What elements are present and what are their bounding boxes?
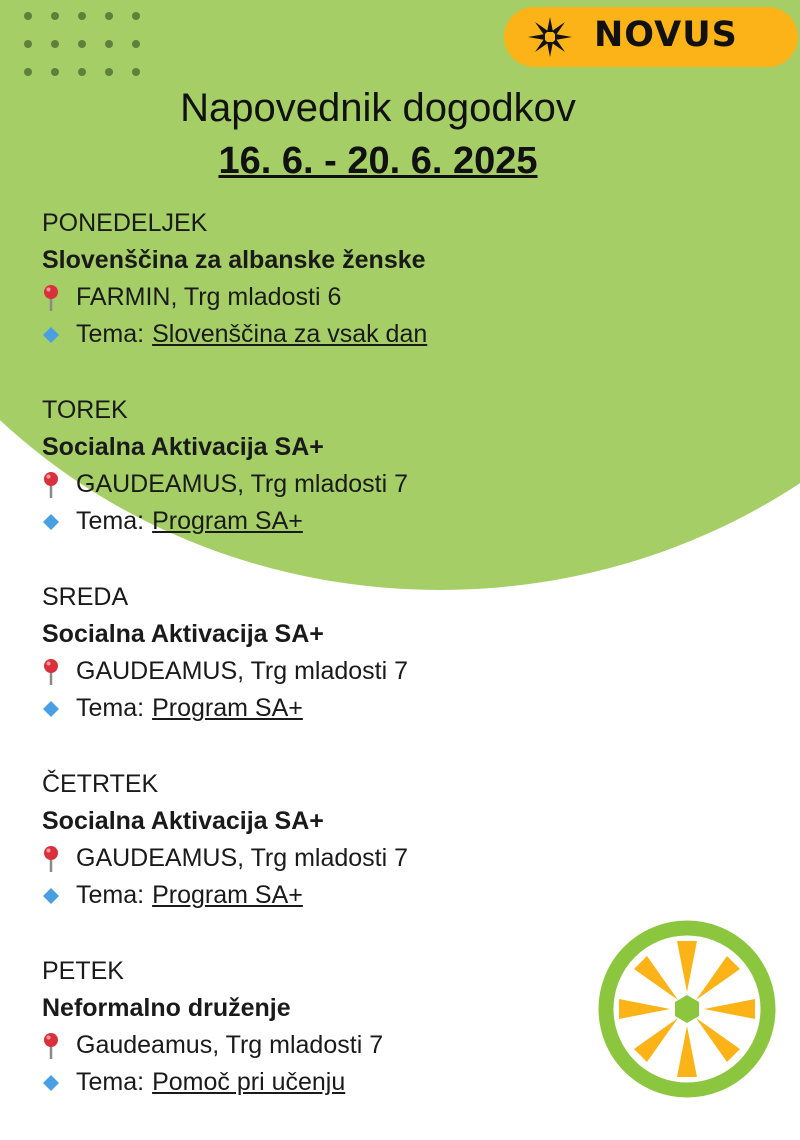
logo-text: NOVUS	[594, 15, 738, 55]
blue-diamond-icon	[42, 887, 76, 905]
event-tuesday	[42, 392, 602, 579]
event-topic-line	[42, 503, 602, 540]
event-topic-link[interactable]: Program SA+	[152, 881, 303, 909]
event-day: ČETRTEK	[42, 770, 159, 798]
event-location-line	[42, 653, 602, 690]
event-topic-line	[42, 1064, 602, 1101]
topic-label: Tema:	[76, 694, 145, 722]
event-location: GAUDEAMUS, Trg mladosti 7	[76, 657, 409, 685]
event-day: PONEDELJEK	[42, 209, 208, 237]
page-title: Napovednik dogodkov	[180, 86, 576, 130]
event-thursday	[42, 766, 602, 953]
event-title: Socialna Aktivacija SA+	[42, 433, 324, 461]
blue-diamond-icon	[42, 1074, 76, 1092]
event-title: Slovenščina za albanske ženske	[42, 246, 426, 274]
event-day: PETEK	[42, 957, 124, 985]
event-location-line	[42, 279, 602, 316]
event-title: Socialna Aktivacija SA+	[42, 807, 324, 835]
pushpin-icon	[42, 658, 76, 686]
date-range: 16. 6. - 20. 6. 2025	[218, 140, 538, 182]
event-topic-link[interactable]: Program SA+	[152, 507, 303, 535]
blue-diamond-icon	[42, 513, 76, 531]
event-location-line	[42, 1027, 602, 1064]
event-wednesday	[42, 579, 602, 766]
event-topic-line	[42, 316, 602, 353]
event-topic-line	[42, 690, 602, 727]
event-location-line	[42, 466, 602, 503]
event-day: TOREK	[42, 396, 128, 424]
event-topic-line	[42, 877, 602, 914]
event-title: Neformalno druženje	[42, 994, 291, 1022]
event-topic-link[interactable]: Slovenščina za vsak dan	[152, 320, 428, 348]
blue-diamond-icon	[42, 326, 76, 344]
dot-grid-decoration	[18, 8, 158, 80]
event-location: FARMIN, Trg mladosti 6	[76, 283, 342, 311]
blue-diamond-icon	[42, 700, 76, 718]
novus-logo	[504, 7, 798, 67]
pushpin-icon	[42, 1032, 76, 1060]
event-location-line	[42, 840, 602, 877]
novus-star-icon	[526, 15, 574, 59]
event-location: GAUDEAMUS, Trg mladosti 7	[76, 470, 409, 498]
pushpin-icon	[42, 471, 76, 499]
event-location: GAUDEAMUS, Trg mladosti 7	[76, 844, 409, 872]
pushpin-icon	[42, 845, 76, 873]
topic-label: Tema:	[76, 1068, 145, 1096]
event-day: SREDA	[42, 583, 129, 611]
event-title: Socialna Aktivacija SA+	[42, 620, 324, 648]
wheel-icon	[598, 920, 776, 1098]
event-topic-link[interactable]: Pomoč pri učenju	[152, 1068, 346, 1096]
event-location: Gaudeamus, Trg mladosti 7	[76, 1031, 384, 1059]
event-friday	[42, 953, 602, 1140]
event-monday	[42, 205, 602, 392]
topic-label: Tema:	[76, 881, 145, 909]
pushpin-icon	[42, 284, 76, 312]
topic-label: Tema:	[76, 507, 145, 535]
event-topic-link[interactable]: Program SA+	[152, 694, 303, 722]
event-list	[42, 205, 602, 1140]
topic-label: Tema:	[76, 320, 145, 348]
